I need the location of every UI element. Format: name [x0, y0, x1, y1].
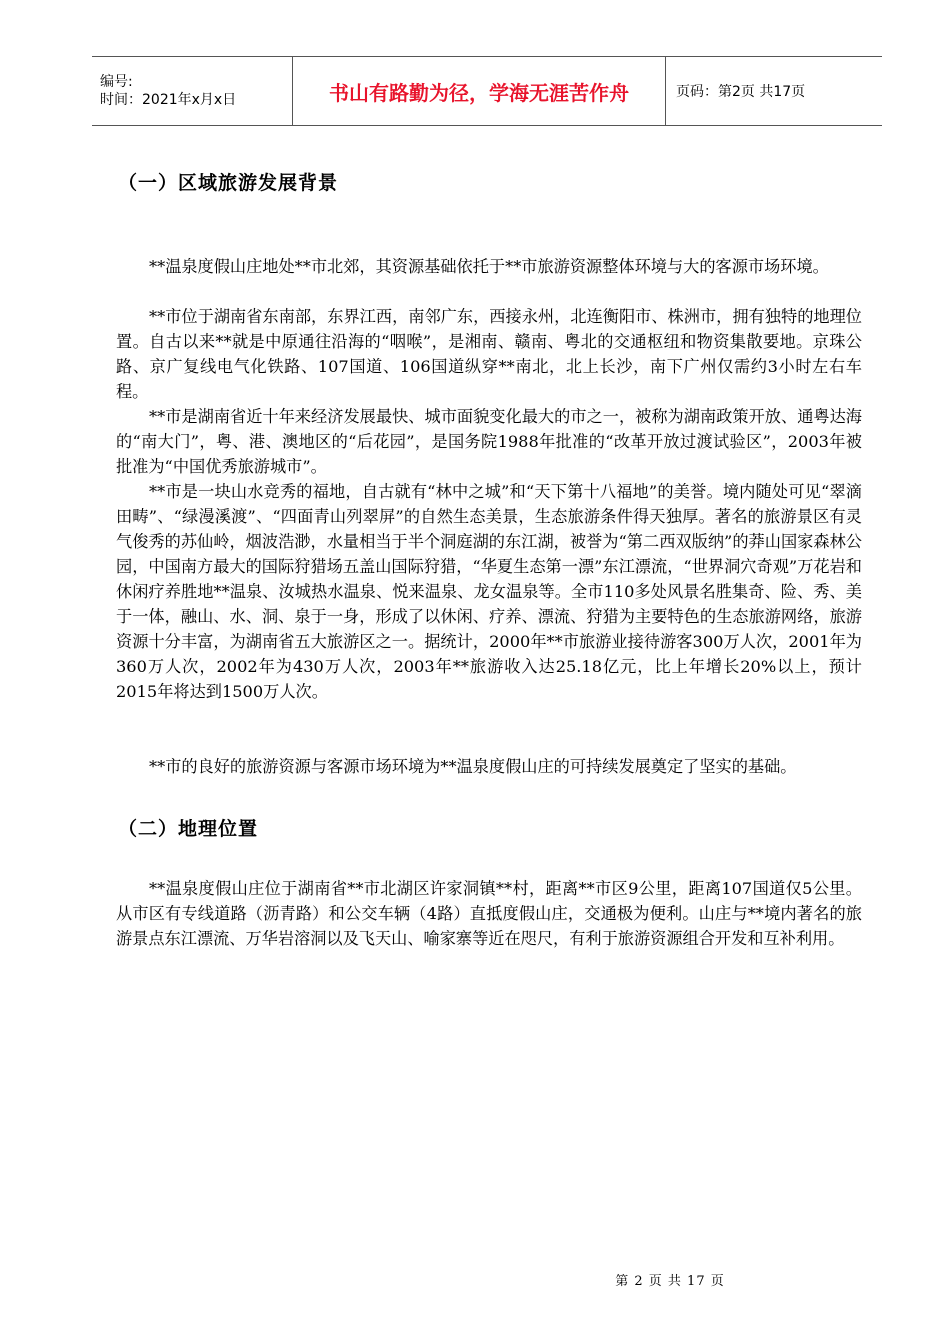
- header-page-info: [666, 57, 882, 125]
- section-heading-location: （二）地理位置: [118, 818, 259, 840]
- motto-text: 书山有路勤为径，学海无涯苦作舟: [329, 80, 629, 105]
- paragraph: **市是一块山水竞秀的福地，自古就有“林中之城”和“天下第十八福地”的美誉。境内随处可见“翠滴田畴”、“绿漫溪渡”、“四面青山列翠屏”的自然生态美景，生态旅游条件得天独厚。著名的旅游景区有灵气俊秀的苏仙岭，烟波浩渺，水量相当于半个洞庭湖的东江湖，被誉为“第二西双版纳”的莽山国家森林公园，中国南方最大的国际狩猎场五盖山国际狩猎，“华夏生态第一漂”东江漂流，“世界洞穴奇观”万花岩和休闲疗养胜地**温泉、汝城热水温泉、悦来温泉、龙女温泉等。全市110多处风景名胜集奇、险、秀、美于一体，融山、水、洞、泉于一身，形成了以休闲、疗养、漂流、狩猎为主要特色的生态旅游网络，旅游资源十分丰富，为湖南省五大旅游区之一。据统计，2000年**市旅游业接待游客300万人次，2001年为360万人次，2002年为430万人次，2003年**旅游收入达25.18亿元，比上年增长20%以上，预计2015年将达到1500万人次。: [116, 482, 862, 701]
- paragraph: **市位于湖南省东南部，东界江西，南邻广东，西接永州，北连衡阳市、株洲市，拥有独特的地理位置。自古以来**就是中原通往沿海的“咽喉”，是湘南、赣南、粤北的交通枢纽和物资集散要地。京珠公路、京广复线电气化铁路、107国道、106国道纵穿**南北，北上长沙，南下广州仅需约3小时左右车程。: [116, 307, 862, 401]
- section-heading-background: （一）区域旅游发展背景: [118, 172, 339, 194]
- doc-id-label: 编号:: [100, 74, 133, 90]
- doc-time-label: 时间：2021年x月x日: [100, 92, 237, 108]
- paragraph: **市是湖南省近十年来经济发展最快、城市面貌变化最大的市之一，被称为湖南政策开放、通粤达海的“南大门”，粤、港、澳地区的“后花园”，是国务院1988年批准的“改革开放过渡试验区”，2003年被批准为“中国优秀旅游城市”。: [116, 407, 862, 476]
- header-meta: [92, 57, 293, 125]
- paragraph: **市的良好的旅游资源与客源市场环境为**温泉度假山庄的可持续发展奠定了坚实的基础。: [149, 757, 797, 776]
- header-motto: [293, 57, 666, 125]
- page-info-text: 页码：第2页 共17页: [676, 84, 806, 100]
- page-header: [92, 56, 882, 126]
- page-footer: 第 2 页 共 17 页: [615, 1274, 725, 1289]
- paragraph: **温泉度假山庄位于湖南省**市北湖区许家洞镇**村，距离**市区9公里，距离107国道仅5公里。从市区有专线道路（沥青路）和公交车辆（4路）直抵度假山庄，交通极为便利。山庄与**境内著名的旅游景点东江漂流、万华岩溶洞以及飞天山、喻家寨等近在咫尺，有利于旅游资源组合开发和互补利用。: [116, 879, 862, 948]
- paragraph: **温泉度假山庄地处**市北郊，其资源基础依托于**市旅游资源整体环境与大的客源市场环境。: [149, 257, 829, 276]
